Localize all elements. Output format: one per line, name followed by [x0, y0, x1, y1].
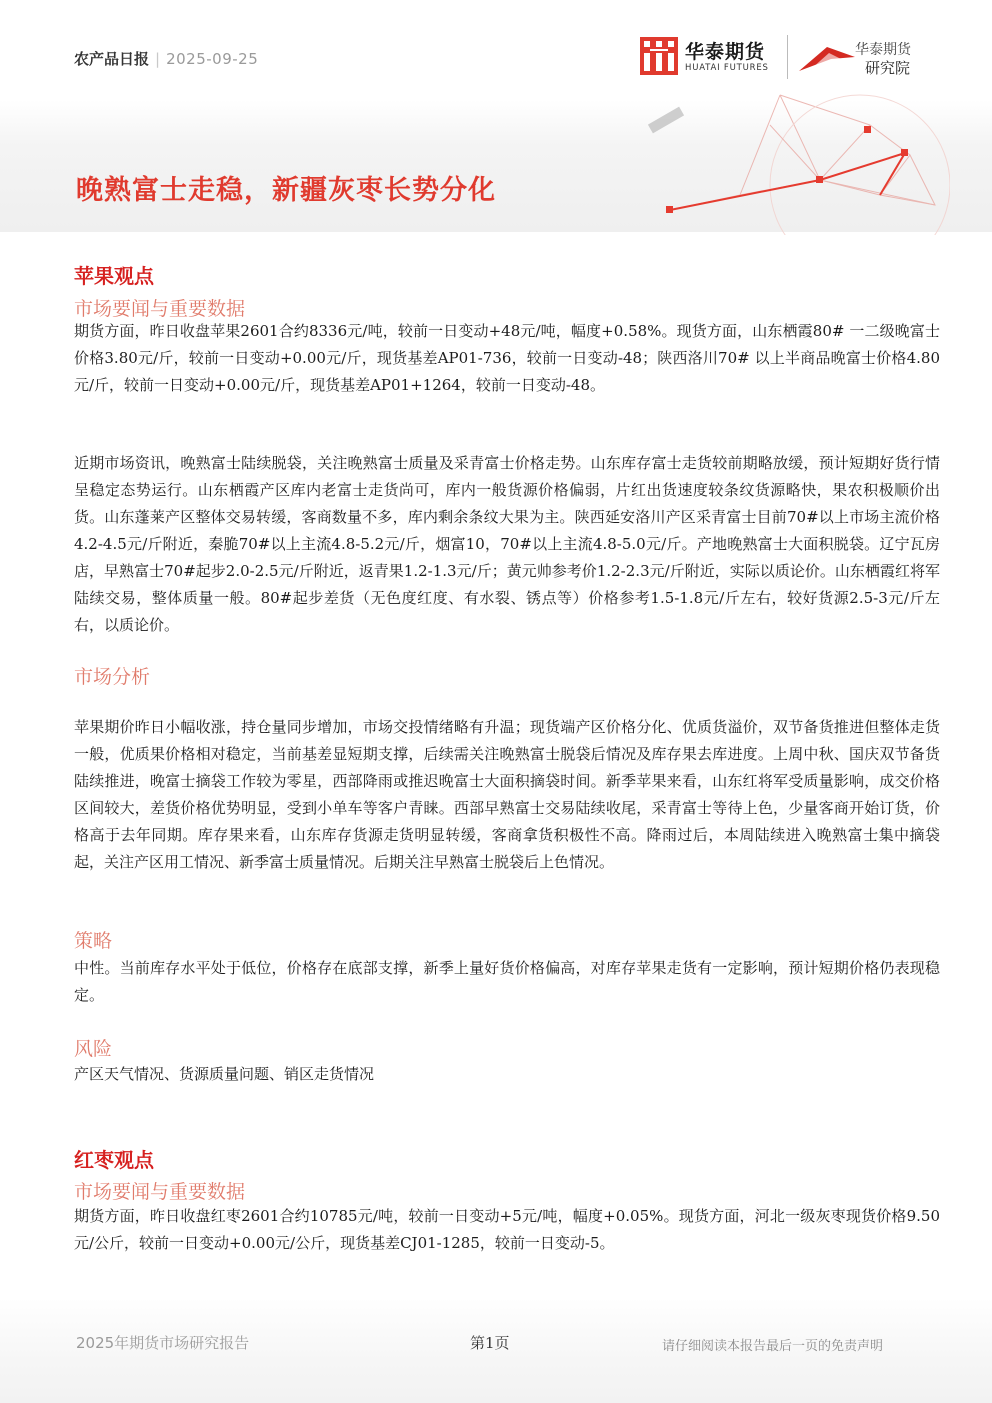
- apple-analysis-paragraph: 苹果期价昨日小幅收涨，持仓量同步增加，市场交投情绪略有升温；现货端产区价格分化、优质货溢价，双节备货推进但整体走货一般，优质果价格相对稳定，当前基差显短期支撑，后续需关注晚熟富士脱袋后情况及库存果去库进度。上周中秋、国庆双节备货陆续推进，晚富士摘袋工作较为零星，西部降雨或推迟晚富士大面积摘袋时间。新季苹果来看，山东红将军受质量影响，成交价格区间较大，差货价格优势明显，受到小单车等客户青睐。西部早熟富士交易陆续收尾，采青富士等待上色，少量客商开始订货，价格高于去年同期。库存果来看，山东库存货源走货明显转缓，客商拿货积极性不高。降雨过后，本周陆续进入晚熟富士集中摘袋起，关注产区用工情况、新季富士质量情况。后期关注早熟富士脱袋后上色情况。: [74, 718, 940, 871]
- company-logo: [640, 33, 930, 83]
- apple-analysis-heading: 市场分析: [74, 666, 151, 688]
- apple-strategy-paragraph: 中性。当前库存水平处于低位，价格存在底部支撑，新季上量好货价格偏高，对库存苹果走货有一定影响，预计短期价格仍表现稳定。: [74, 959, 940, 1004]
- institute-logo-icon: [797, 39, 857, 75]
- doc-type-separator: |: [155, 50, 161, 68]
- doc-type-line: [74, 48, 258, 69]
- jujube-heading: 红枣观点: [74, 1148, 154, 1172]
- logo-divider: [787, 35, 788, 79]
- page-title: 晚熟富士走稳，新疆灰枣长势分化: [76, 175, 496, 206]
- doc-type: 农产品日报: [74, 50, 150, 68]
- institute-name: 华泰期货: [855, 42, 911, 58]
- institute-sub: 研究院: [865, 59, 911, 77]
- report-date: 2025-09-25: [166, 50, 259, 68]
- huatai-logo-icon: [640, 37, 678, 75]
- apple-news-paragraph-2: 近期市场资讯，晚熟富士陆续脱袋，关注晚熟富士质量及采青富士价格走势。山东库存富士走货较前期略放缓，预计短期好货行情呈稳定态势运行。山东栖霞产区库内老富士走货尚可，库内一般货源价格偏弱，片红出货速度较条纹货源略快，果农积极顺价出货。山东蓬莱产区整体交易转缓，客商数量不多，库内剩余条纹大果为主。陕西延安洛川产区采青富士目前70#以上市场主流价格4.2-4.5元/斤附近，秦脆70#以上主流4.8-5.2元/斤，烟富10，70#以上主流4.8-5.0元/斤。产地晚熟富士大面积脱袋。辽宁瓦房店，早熟富士70#起步2.0-2.5元/斤附近，返青果1.2-1.3元/斤；黄元帅参考价1.2-2.3元/斤附近，实际以质论价。山东栖霞红将军陆续交易，整体质量一般。80#起步差货（无色度红度、有水裂、锈点等）价格参考1.5-1.8元/斤左右，较好货源2.5-3元/斤左右，以质论价。: [74, 454, 940, 634]
- logo-name-cn: 华泰期货: [685, 41, 766, 63]
- footer-disclaimer-note: 请仔细阅读本报告最后一页的免责声明: [662, 1339, 884, 1354]
- logo-name-en: HUATAI FUTURES: [685, 63, 769, 73]
- network-graphic-icon: [620, 85, 950, 235]
- jujube-news-heading: 市场要闻与重要数据: [74, 1181, 246, 1203]
- apple-strategy-heading: 策略: [74, 930, 113, 952]
- apple-heading: 苹果观点: [74, 264, 154, 288]
- footer-page-number: 第1页: [470, 1334, 510, 1352]
- apple-risk-heading: 风险: [74, 1038, 113, 1060]
- apple-news-paragraph-1: 期货方面，昨日收盘苹果2601合约8336元/吨，较前一日变动+48元/吨，幅度+0.58%。现货方面，山东栖霞80# 一二级晚富士价格3.80元/斤，较前一日变动+0.00元/斤，现货基差AP01-736，较前一日变动-48；陕西洛川70# 以上半商品晚富士价格4.80元/斤，较前一日变动+0.00元/斤，现货基差AP01+1264，较前一日变动-48。: [74, 322, 940, 394]
- footer-report-name: 2025年期货市场研究报告: [76, 1334, 250, 1352]
- apple-news-heading: 市场要闻与重要数据: [74, 298, 246, 320]
- jujube-news-paragraph-1: 期货方面，昨日收盘红枣2601合约10785元/吨，较前一日变动+5元/吨，幅度+0.05%。现货方面，河北一级灰枣现货价格9.50元/公斤，较前一日变动+0.00元/公斤，现货基差CJ01-1285，较前一日变动-5。: [74, 1207, 940, 1252]
- apple-risk-paragraph: 产区天气情况、货源质量问题、销区走货情况: [74, 1065, 375, 1083]
